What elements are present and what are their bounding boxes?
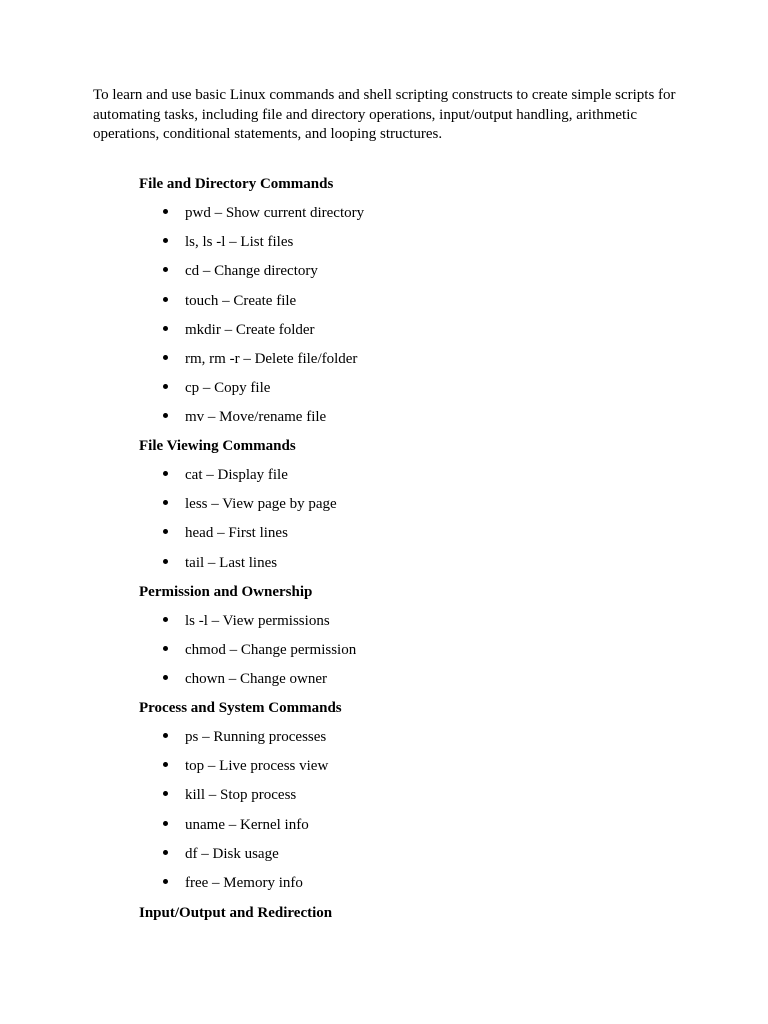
bullet-icon: [163, 762, 168, 767]
list-item-text: touch – Create file: [185, 292, 297, 309]
list-item-text: chmod – Change permission: [185, 642, 357, 659]
list-item-text: top – Live process view: [185, 758, 329, 775]
list-item-text: ps – Running processes: [185, 729, 327, 745]
bullet-icon: [163, 238, 168, 243]
bullet-icon: [163, 821, 168, 826]
list-item: [139, 602, 699, 631]
section-title: Process and System Commands: [139, 700, 342, 716]
bullet-icon: [163, 646, 168, 651]
list-item-text: pwd – Show current directory: [185, 205, 365, 221]
list-item: [139, 514, 699, 543]
bullet-icon: [163, 355, 168, 360]
list-item: [139, 340, 699, 369]
list-item-text: ls, ls -l – List files: [185, 234, 294, 251]
list-item: [139, 835, 699, 864]
bullet-icon: [163, 267, 168, 272]
section-title: Input/Output and Redirection: [139, 905, 333, 921]
list-item: [139, 398, 699, 427]
bullet-icon: [163, 471, 168, 476]
list-item-text: free – Memory info: [185, 874, 303, 891]
list-item-text: less – View page by page: [185, 496, 337, 513]
list-item-text: mv – Move/rename file: [185, 409, 327, 426]
section-io-redirection: [139, 903, 699, 923]
bullet-icon: [163, 879, 168, 884]
list-item: [139, 311, 699, 340]
list-item: [139, 369, 699, 398]
list-item-text: df – Disk usage: [185, 845, 279, 862]
list-item: [139, 456, 699, 485]
bullet-icon: [163, 791, 168, 796]
list-item-text: head – First lines: [185, 525, 288, 542]
list-item: [139, 747, 699, 776]
bullet-icon: [163, 617, 168, 622]
section-title: File Viewing Commands: [139, 438, 296, 454]
bullet-icon: [163, 675, 168, 680]
list-item-text: ls -l – View permissions: [185, 613, 330, 629]
list-item: [139, 718, 699, 747]
section-file-viewing: [139, 436, 699, 573]
list-item: [139, 660, 699, 689]
list-item-text: uname – Kernel info: [185, 816, 309, 833]
list-item-text: cp – Copy file: [185, 380, 271, 397]
bullet-icon: [163, 209, 168, 214]
list-item: [139, 776, 699, 805]
list-item: [139, 194, 699, 223]
section-permission-ownership: [139, 582, 699, 690]
list-item-text: cat – Display file: [185, 467, 288, 483]
section-title: File and Directory Commands: [139, 176, 334, 192]
section-file-directory: [139, 174, 699, 428]
list-item: [139, 485, 699, 514]
list-item: [139, 806, 699, 835]
bullet-icon: [163, 413, 168, 418]
command-list: [139, 718, 699, 893]
bullet-icon: [163, 559, 168, 564]
command-list: [139, 602, 699, 690]
list-item-text: mkdir – Create folder: [185, 321, 315, 338]
list-item-text: tail – Last lines: [185, 554, 278, 571]
list-item: [139, 631, 699, 660]
list-item-text: kill – Stop process: [185, 787, 297, 804]
bullet-icon: [163, 297, 168, 302]
bullet-icon: [163, 326, 168, 331]
list-item: [139, 282, 699, 311]
list-item: [139, 544, 699, 573]
command-list: [139, 456, 699, 573]
command-list: [139, 194, 699, 428]
bullet-icon: [163, 500, 168, 505]
list-item-text: cd – Change directory: [185, 263, 318, 280]
list-item-text: chown – Change owner: [185, 671, 328, 688]
list-item-text: rm, rm -r – Delete file/folder: [185, 350, 358, 367]
bullet-icon: [163, 850, 168, 855]
list-item: [139, 223, 699, 252]
section-process-system: [139, 698, 699, 893]
bullet-icon: [163, 384, 168, 389]
bullet-icon: [163, 529, 168, 534]
bullet-icon: [163, 733, 168, 738]
section-title: Permission and Ownership: [139, 584, 313, 600]
list-item: [139, 252, 699, 281]
intro-paragraph: To learn and use basic Linux commands and shell scripting constructs to create simple scripts for automating tasks, including file and directory operations, input/output handling, arithmetic operations, conditional statements, and looping structures.: [93, 87, 676, 142]
list-item: [139, 864, 699, 893]
